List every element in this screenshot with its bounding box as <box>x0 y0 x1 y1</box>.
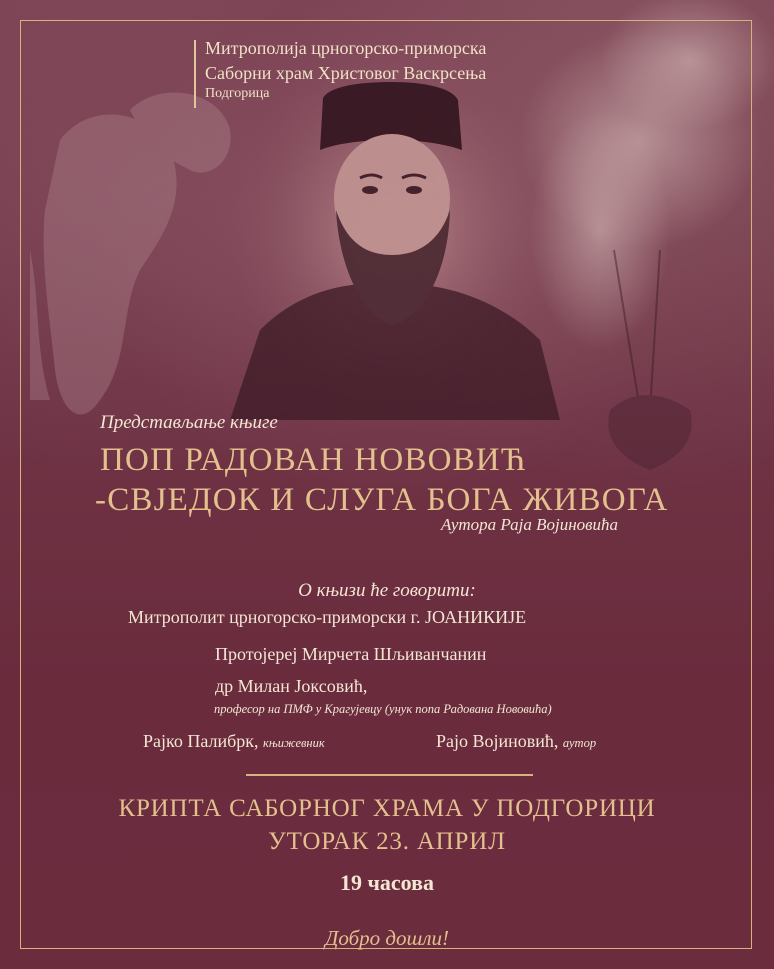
header-divider <box>194 40 196 108</box>
speaker-palibrk-name: Рајко Палибрк, <box>143 731 259 751</box>
event-intro: Представљање књиге <box>100 412 278 433</box>
speaker-vojinovic-role: аутор <box>562 736 597 750</box>
speaker-joksovic-note: професор на ПМФ у Крагујевцу (унук попа Радована Нововића) <box>214 702 552 716</box>
header-cathedral: Саборни храм Христовог Васкрсења <box>205 63 487 83</box>
speaker-joksovic: др Милан Јоксовић, <box>215 676 368 696</box>
header-metropolitanate: Митрополија црногорско-приморска <box>205 38 487 58</box>
book-title-line2: -СВЈЕДОК И СЛУГА БОГА ЖИВОГА <box>95 482 669 518</box>
speakers-heading: О књизи ће говорити: <box>298 580 476 601</box>
welcome-text: Добро дошли! <box>324 926 450 950</box>
header-city: Подгорица <box>205 86 270 101</box>
section-divider <box>246 774 533 776</box>
venue-date: УТОРАК 23. АПРИЛ <box>268 828 506 855</box>
venue-time: 19 часова <box>339 870 434 895</box>
speaker-palibrk <box>143 731 325 752</box>
speaker-metropolitan: Митрополит црногорско-приморски г. ЈОАНИКИЈЕ <box>128 607 527 627</box>
speaker-vojinovic-name: Рајо Војиновић, <box>436 731 559 751</box>
header <box>205 36 486 102</box>
book-author: Аутора Раја Војиновића <box>441 515 619 534</box>
speaker-vojinovic <box>436 731 596 752</box>
speaker-palibrk-role: књижевник <box>263 736 325 750</box>
venue-location: КРИПТА САБОРНОГ ХРАМА У ПОДГОРИЦИ <box>118 795 656 822</box>
speaker-protopresbyter: Протојереј Мирчета Шљиванчанин <box>215 644 487 664</box>
book-title-line1: ПОП РАДОВАН НОВОВИЋ <box>100 442 527 478</box>
